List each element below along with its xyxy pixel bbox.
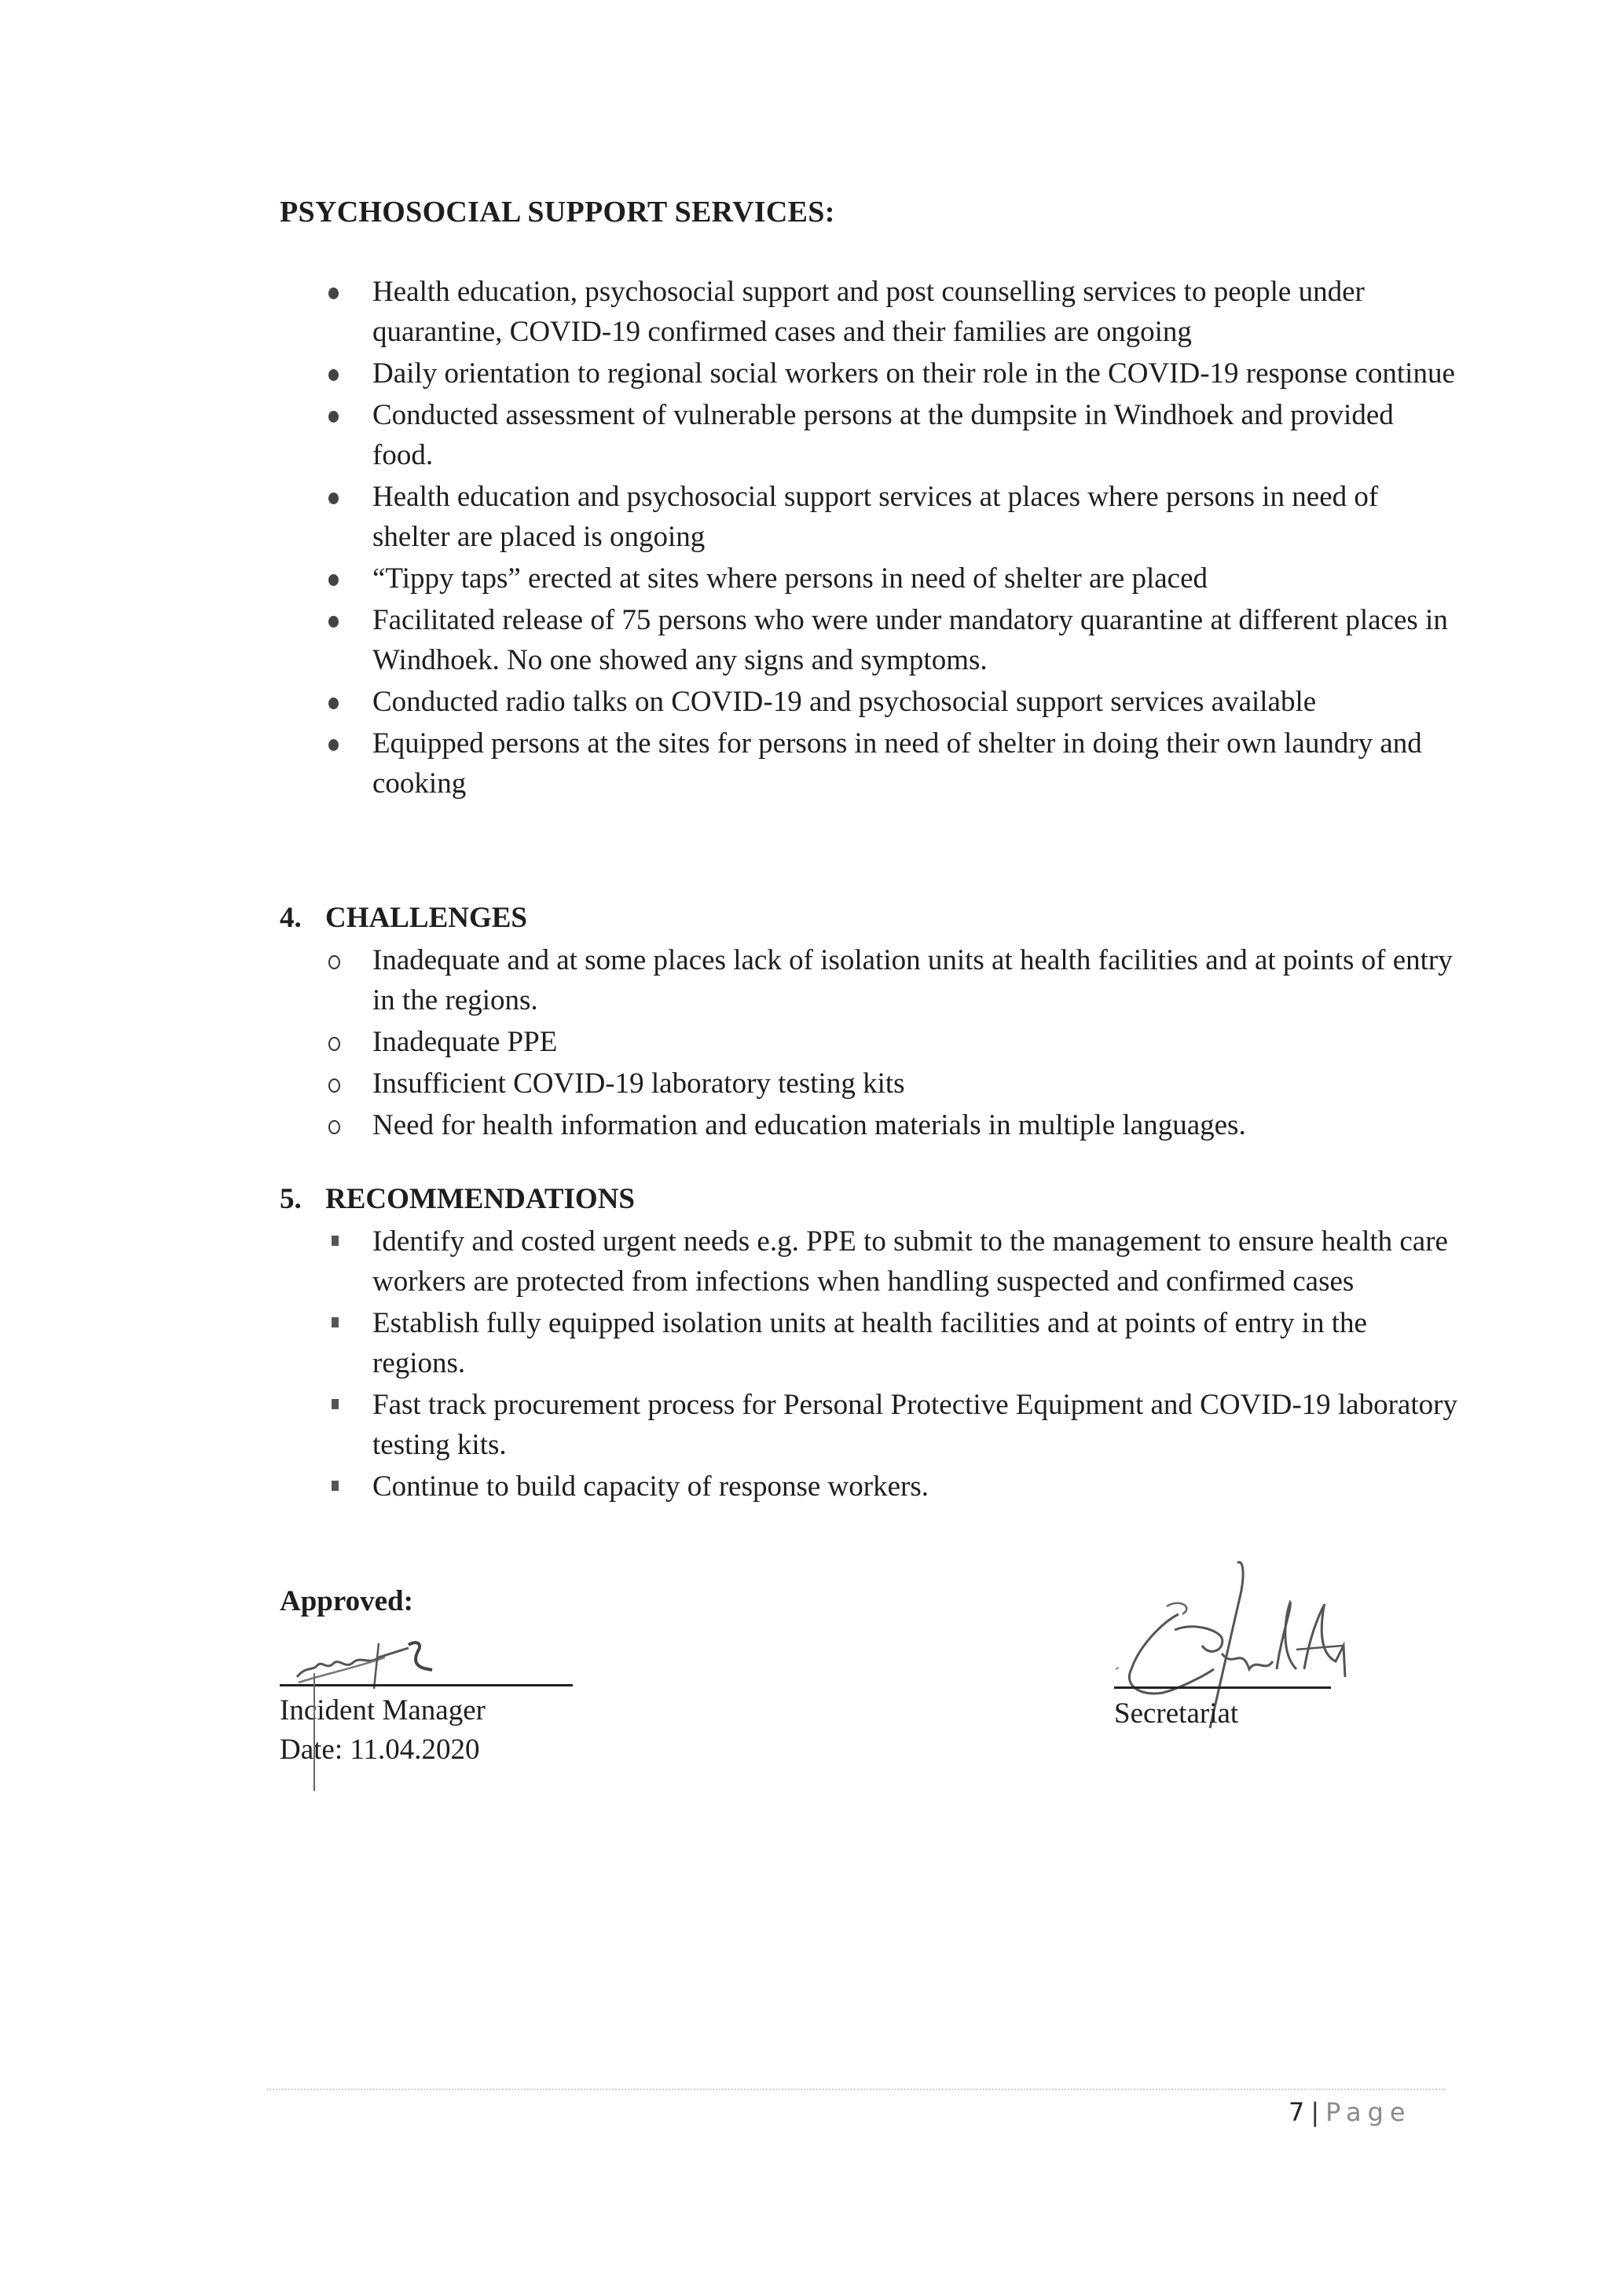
footer-divider <box>267 2089 1446 2090</box>
signature-stroke <box>310 1673 318 1791</box>
list-item: Facilitated release of 75 persons who were under mandatory quarantine at different places in Windhoek. No one showed any signs and symptoms. <box>280 600 1458 680</box>
page-number <box>1289 2097 1412 2127</box>
incident-manager-signature-line <box>280 1684 573 1686</box>
bullet-icon <box>328 287 339 299</box>
challenges-list <box>280 940 1458 1147</box>
bullet-icon <box>328 411 339 423</box>
list-item: Inadequate PPE <box>280 1022 1458 1062</box>
bullet-icon <box>328 698 339 709</box>
square-bullet-icon <box>332 1236 339 1246</box>
secretariat-signature-line <box>1114 1686 1331 1689</box>
square-bullet-icon <box>332 1399 339 1409</box>
list-item: Health education and psychosocial support services at places where persons in need of shelter are placed is ongoing <box>280 477 1458 557</box>
psychosocial-list <box>280 272 1458 805</box>
recommendations-list <box>280 1221 1458 1508</box>
incident-manager-signature <box>291 1634 495 1697</box>
bullet-icon <box>328 574 339 586</box>
section-heading-challenges: CHALLENGES <box>325 902 528 934</box>
list-item: Identify and costed urgent needs e.g. PPE to submit to the management to ensure health care workers are protected from infections when handling suspected and confirmed cases <box>280 1221 1458 1302</box>
circle-bullet-icon <box>328 1078 340 1093</box>
circle-bullet-icon <box>328 1037 340 1051</box>
bullet-icon <box>328 739 339 751</box>
approval-date: Date: 11.04.2020 <box>280 1734 480 1766</box>
list-item: Need for health information and education materials in multiple languages. <box>280 1105 1458 1145</box>
list-item: “Tippy taps” erected at sites where persons in need of shelter are placed <box>280 558 1458 599</box>
page-number-value: 7 <box>1289 2097 1305 2127</box>
circle-bullet-icon <box>328 1120 340 1134</box>
list-item: Fast track procurement process for Personal Protective Equipment and COVID-19 laboratory testing kits. <box>280 1385 1458 1465</box>
section-number-challenges: 4. <box>280 902 302 934</box>
list-item: Conducted assessment of vulnerable persons at the dumpsite in Windhoek and provided food. <box>280 395 1458 475</box>
list-item: Conducted radio talks on COVID-19 and psychosocial support services available <box>280 682 1458 722</box>
list-item: Continue to build capacity of response workers. <box>280 1467 1458 1507</box>
bullet-icon <box>328 616 339 628</box>
list-item: Insufficient COVID-19 laboratory testing kits <box>280 1064 1458 1104</box>
list-item: Daily orientation to regional social workers on their role in the COVID-19 response continue <box>280 353 1458 394</box>
list-item: Equipped persons at the sites for persons in need of shelter in doing their own laundry and cooking <box>280 723 1458 804</box>
section-heading-psychosocial: PSYCHOSOCIAL SUPPORT SERVICES: <box>280 196 835 229</box>
approved-label: Approved: <box>280 1585 413 1617</box>
square-bullet-icon <box>332 1481 339 1491</box>
secretariat-label: Secretariat <box>1114 1697 1239 1730</box>
bullet-icon <box>328 369 339 381</box>
bullet-icon <box>328 493 339 504</box>
list-item: Health education, psychosocial support and post counselling services to people under quarantine, COVID-19 confirmed cases and their families are ongoing <box>280 272 1458 352</box>
list-item: Establish fully equipped isolation units at health facilities and at points of entry in the regions. <box>280 1303 1458 1383</box>
list-item: Inadequate and at some places lack of isolation units at health facilities and at points of entry in the regions. <box>280 940 1458 1020</box>
circle-bullet-icon <box>328 955 340 969</box>
square-bullet-icon <box>332 1317 339 1327</box>
page-number-separator: | <box>1311 2097 1320 2127</box>
section-heading-recommendations: RECOMMENDATIONS <box>325 1183 635 1215</box>
section-number-recommendations: 5. <box>280 1183 302 1215</box>
incident-manager-label: Incident Manager <box>280 1694 486 1727</box>
page-label: Page <box>1325 2097 1412 2127</box>
